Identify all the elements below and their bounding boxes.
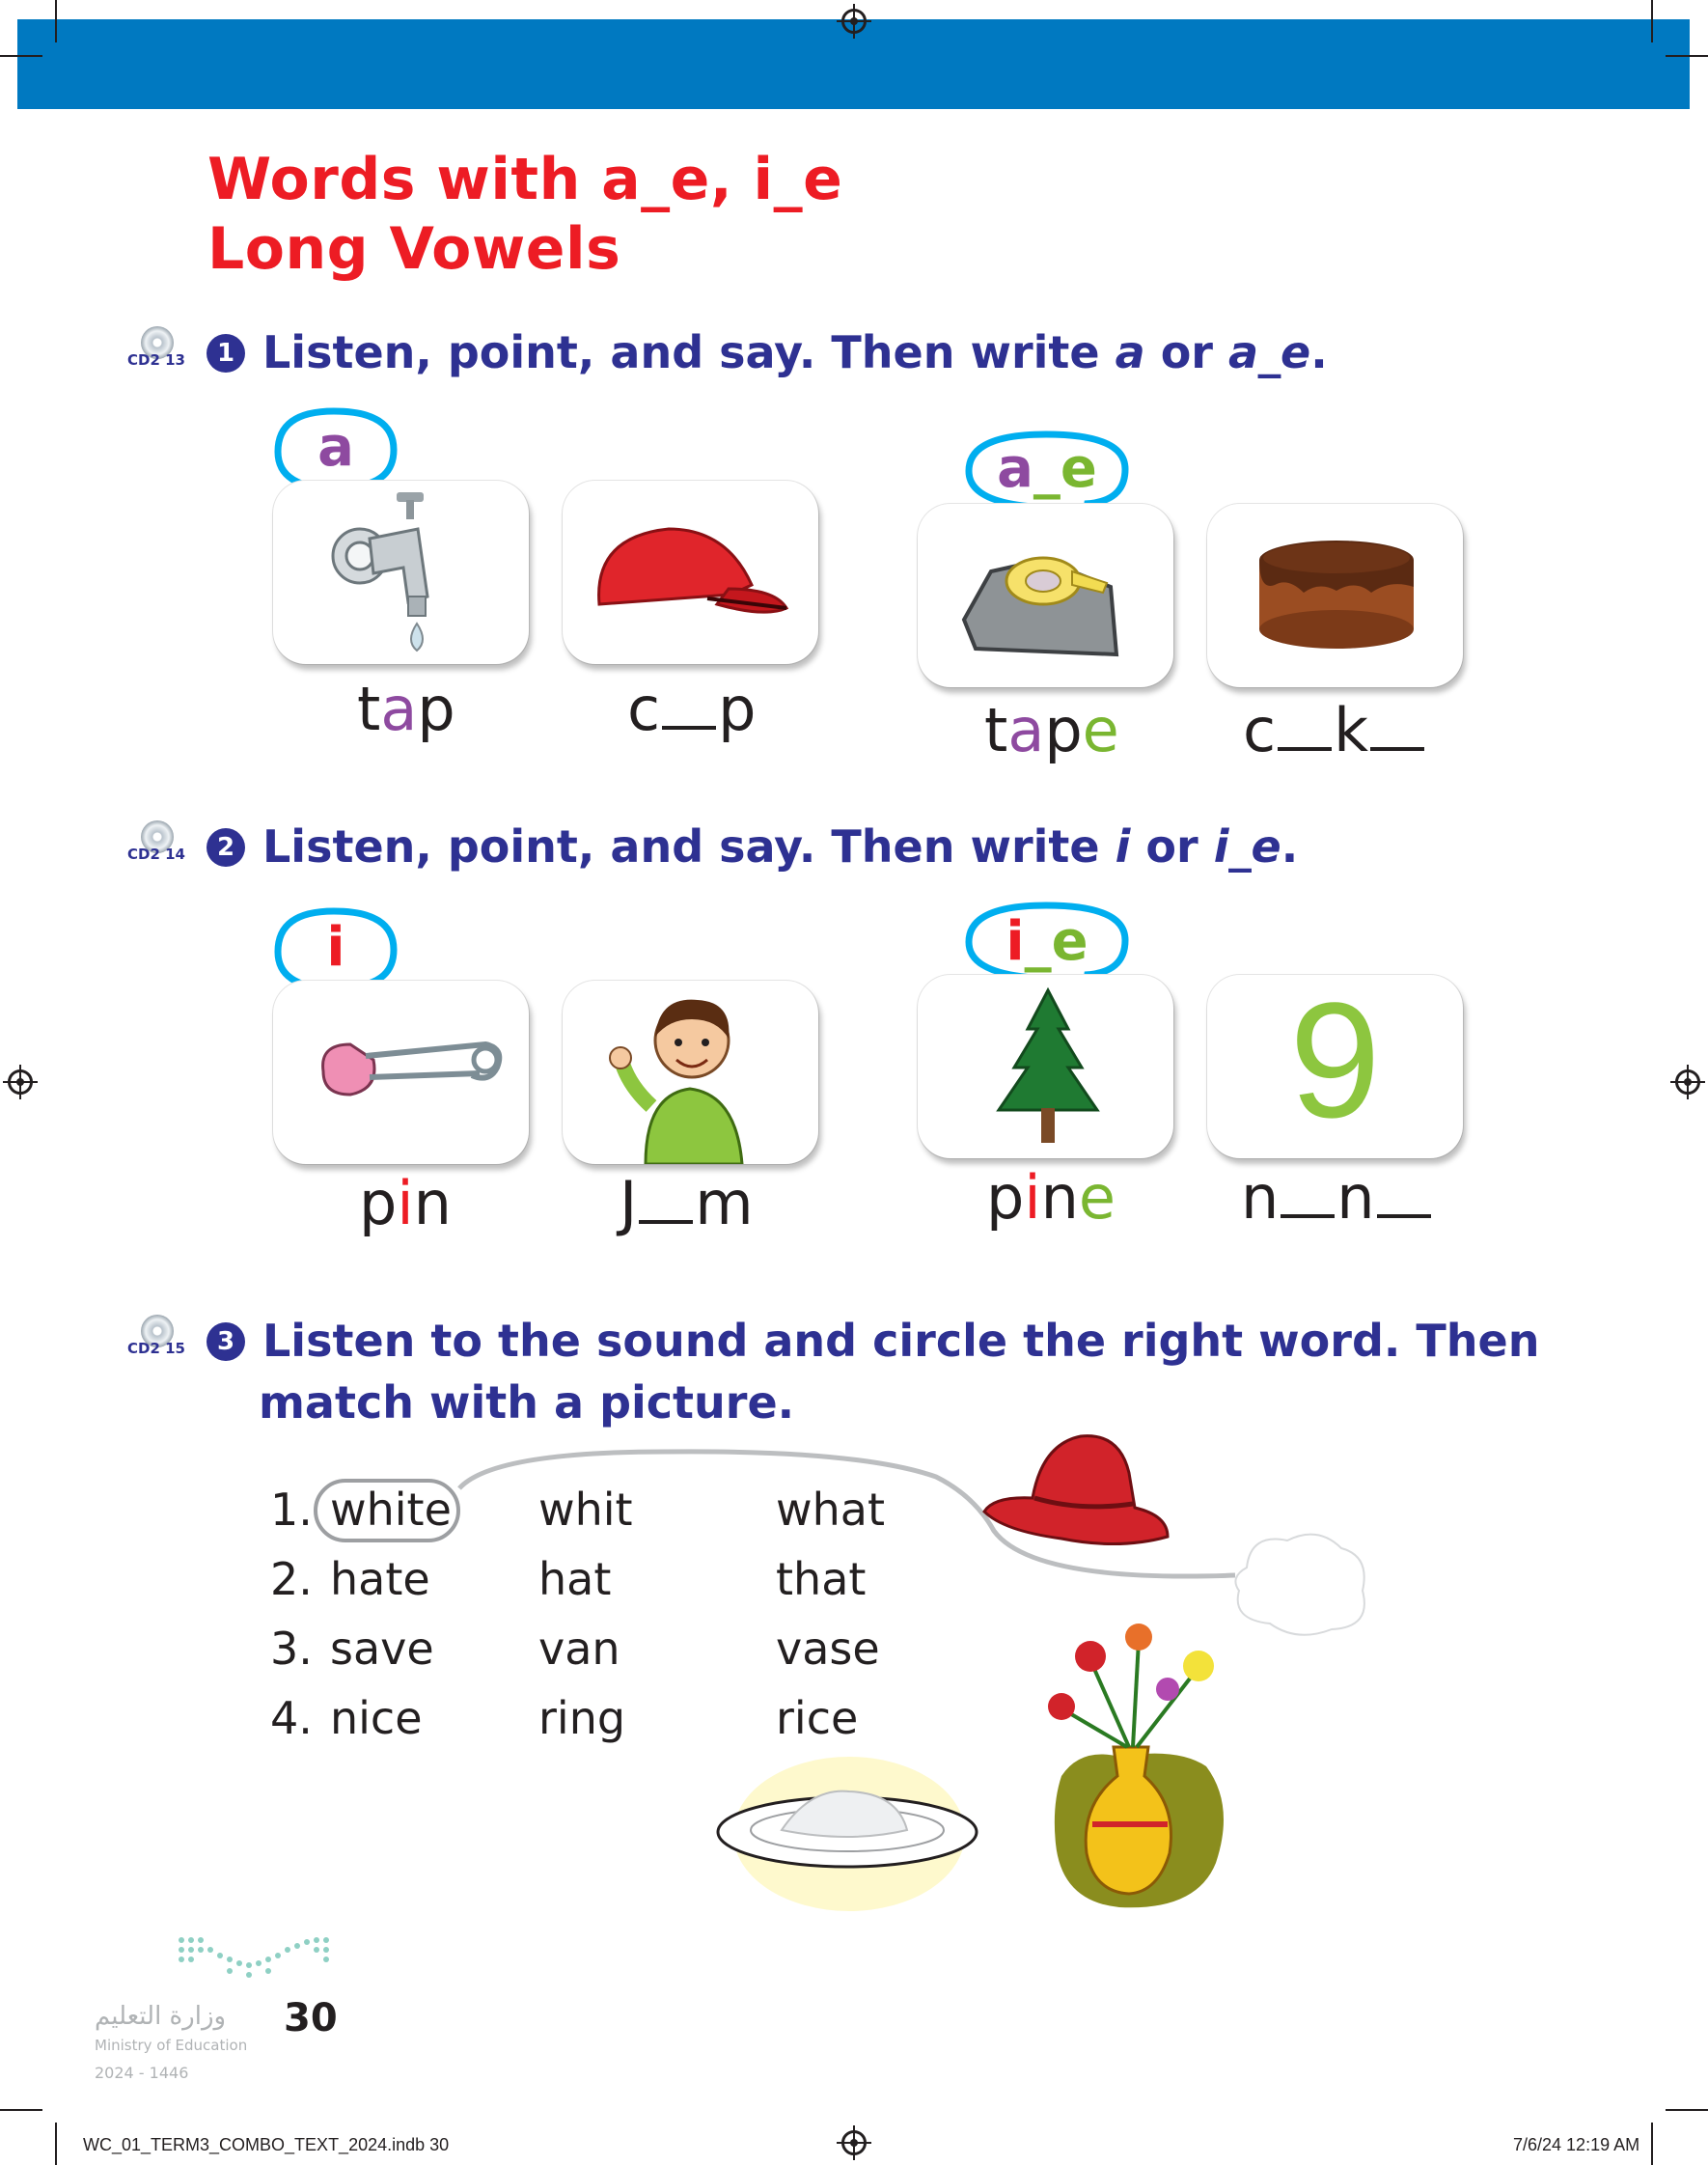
cake-icon — [1207, 504, 1463, 687]
crop-mark — [55, 0, 57, 42]
pine-tree-icon — [918, 975, 1173, 1158]
write-blank[interactable] — [1278, 747, 1332, 751]
word-option[interactable]: ring — [538, 1692, 626, 1744]
word-pin — [359, 1170, 452, 1237]
word-vowel: a — [1007, 695, 1045, 765]
rice-icon[interactable] — [714, 1737, 984, 1921]
word-option[interactable]: rice — [776, 1692, 859, 1744]
word-part: m — [695, 1168, 754, 1238]
instruction-text: Listen, point, and say. Then write — [262, 820, 1116, 873]
row-number: 1. — [270, 1484, 313, 1536]
exercise-3-instruction-line-1: Listen to the sound and circle the right word. Then — [262, 1315, 1540, 1367]
registration-mark-icon — [841, 9, 867, 34]
option-b: i_e — [1213, 820, 1281, 873]
instruction-end: . — [1281, 820, 1299, 873]
crop-mark — [1651, 2123, 1653, 2165]
cap-icon — [563, 481, 818, 664]
word-part: p — [417, 674, 455, 744]
crop-mark — [1666, 2109, 1708, 2111]
write-blank[interactable] — [639, 1220, 693, 1224]
word-part: c — [627, 674, 661, 744]
cd-track-icon[interactable] — [127, 1315, 185, 1359]
instruction-text: Listen, point, and say. Then write — [262, 326, 1116, 378]
picture-card-cap — [563, 481, 818, 664]
cd-track-label: CD2 13 — [127, 351, 185, 369]
word-part: p — [986, 1162, 1025, 1233]
instruction-or: or — [1144, 326, 1229, 378]
word-silent-e: e — [1078, 1162, 1116, 1233]
bubble-a-e — [965, 437, 1129, 500]
word-option[interactable]: white — [330, 1484, 452, 1536]
picture-card-nine — [1207, 969, 1463, 1158]
bubble-underscore: _ — [1024, 910, 1052, 973]
word-option[interactable]: whit — [538, 1484, 633, 1536]
exercise-1-instruction — [262, 322, 1328, 382]
word-part: k — [1334, 695, 1368, 765]
exercise-number: 1 — [207, 334, 245, 373]
registration-mark-icon — [1675, 1069, 1700, 1095]
white-blob-icon — [1226, 1527, 1380, 1643]
exercise-2-instruction — [262, 817, 1298, 876]
word-part: p — [1044, 695, 1083, 765]
word-cake-blank — [1243, 697, 1426, 764]
row-number: 4. — [270, 1692, 313, 1744]
boy-icon — [563, 981, 818, 1164]
word-option[interactable]: hat — [538, 1553, 612, 1605]
word-part: n — [413, 1168, 452, 1238]
word-silent-e: e — [1082, 695, 1119, 765]
word-part: J — [620, 1168, 638, 1238]
cd-track-label: CD2 15 — [127, 1340, 185, 1357]
word-part: t — [357, 674, 381, 744]
picture-card-tape — [918, 504, 1173, 687]
write-blank[interactable] — [1281, 1214, 1335, 1218]
word-part: c — [1243, 695, 1277, 765]
ministry-logo-icon — [174, 1930, 347, 1985]
footer-date-slug: 7/6/24 12:19 AM — [1513, 2135, 1640, 2154]
word-vowel: a — [380, 674, 418, 744]
exercise-number: 3 — [207, 1322, 245, 1361]
word-option[interactable]: what — [776, 1484, 886, 1536]
cd-track-icon[interactable] — [127, 820, 185, 865]
word-pine — [986, 1164, 1116, 1232]
word-vowel: i — [397, 1168, 414, 1238]
picture-card-pin — [273, 981, 529, 1164]
bubble-i-e — [965, 910, 1129, 973]
word-tap — [357, 676, 455, 743]
bubble-letter-i: i — [326, 916, 345, 979]
crop-mark — [55, 2123, 57, 2165]
write-blank[interactable] — [662, 726, 716, 730]
word-part: t — [984, 695, 1008, 765]
registration-mark-icon — [841, 2130, 867, 2155]
bubble-e: e — [1051, 910, 1088, 973]
word-part: n — [1336, 1162, 1375, 1233]
word-part: n — [1241, 1162, 1280, 1233]
pin-icon — [273, 981, 529, 1164]
page-number: 30 — [284, 1996, 338, 2040]
bubble-e: e — [1060, 437, 1097, 500]
word-nine-blank — [1241, 1164, 1433, 1232]
cd-track-label: CD2 14 — [127, 846, 185, 863]
tap-icon — [273, 481, 529, 664]
page-title — [207, 145, 842, 284]
cd-track-icon[interactable] — [127, 326, 185, 371]
exercise-3-instruction-line-2: match with a picture. — [259, 1376, 795, 1429]
nine-icon: 9 — [1289, 969, 1381, 1152]
bubble-underscore: _ — [1033, 437, 1061, 500]
picture-card-boy — [563, 981, 818, 1164]
bubble-i: i — [1006, 910, 1025, 973]
crop-mark — [0, 2109, 42, 2111]
crop-mark — [1651, 0, 1653, 42]
word-jim-blank — [620, 1170, 754, 1237]
word-option[interactable]: nice — [330, 1692, 423, 1744]
option-b: a_e — [1228, 326, 1311, 378]
option-a: i — [1115, 820, 1131, 873]
write-blank[interactable] — [1370, 747, 1424, 751]
exercise-number: 2 — [207, 828, 245, 867]
ministry-english: Ministry of Education — [95, 2037, 248, 2054]
word-tape — [984, 697, 1119, 764]
instruction-end: . — [1310, 326, 1328, 378]
title-line-1: Words with a_e, i_e — [207, 146, 843, 213]
word-option[interactable]: vase — [776, 1623, 880, 1675]
row-number: 3. — [270, 1623, 313, 1675]
tape-icon — [918, 504, 1173, 687]
word-option[interactable]: van — [538, 1623, 620, 1675]
row-number: 2. — [270, 1553, 313, 1605]
word-part: p — [718, 674, 757, 744]
word-part: n — [1040, 1162, 1079, 1233]
vase-icon[interactable] — [1033, 1602, 1245, 1911]
bubble-a: a — [997, 437, 1033, 500]
word-cap-blank — [627, 676, 756, 743]
crop-mark — [1666, 55, 1708, 57]
crop-mark — [0, 55, 42, 57]
picture-card-tap — [273, 481, 529, 664]
word-vowel: i — [1024, 1162, 1041, 1233]
ministry-year: 2024 - 1446 — [95, 2064, 189, 2082]
bubble-letter-a: a — [317, 416, 354, 479]
registration-mark-icon — [8, 1069, 33, 1095]
ministry-arabic: وزارة التعليم — [95, 2002, 227, 2031]
instruction-or: or — [1130, 820, 1214, 873]
option-a: a — [1115, 326, 1145, 378]
word-part: p — [359, 1168, 398, 1238]
word-option[interactable]: save — [330, 1623, 434, 1675]
picture-card-pine — [918, 975, 1173, 1158]
write-blank[interactable] — [1377, 1214, 1431, 1218]
word-option[interactable]: hate — [330, 1553, 430, 1605]
hat-icon[interactable] — [975, 1415, 1177, 1560]
footer-file-slug: WC_01_TERM3_COMBO_TEXT_2024.indb 30 — [83, 2135, 450, 2154]
word-option[interactable]: that — [776, 1553, 867, 1605]
picture-card-cake — [1207, 504, 1463, 687]
title-line-2: Long Vowels — [207, 215, 621, 283]
